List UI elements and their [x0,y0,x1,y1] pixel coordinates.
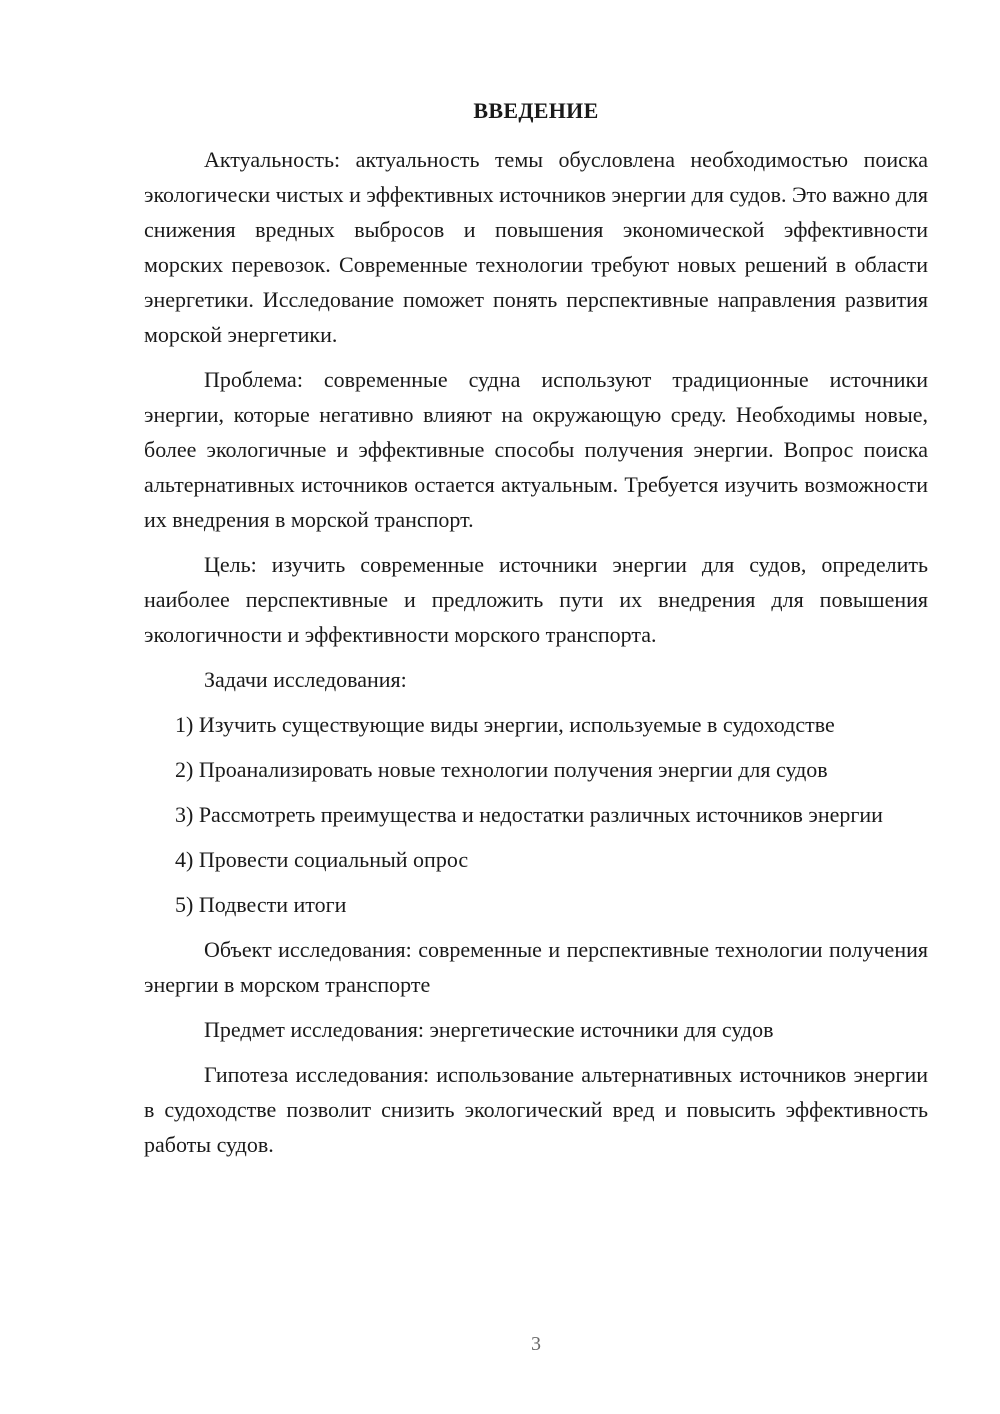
paragraph-problem: Проблема: современные судна используют традиционные источники энергии, которые негативно влияют на окружающую среду. Необходимы новые, более экологичные и эффективные способы получения энергии. Вопрос поиска альтернативных источников остается актуальным. Требуется изучить возможности их внедрения в морской транспорт. [144,367,928,532]
paragraph-subject: Предмет исследования: энергетические источники для судов [204,1017,774,1042]
list-item: 5) Подвести итоги [175,892,347,917]
list-item: 3) Рассмотреть преимущества и недостатки различных источников энергии [175,802,883,827]
paragraph-hypothesis: Гипотеза исследования: использование альтернативных источников энергии в судоходстве позволит снизить экологический вред и повысить эффективность работы судов. [144,1062,928,1157]
list-item: 4) Провести социальный опрос [175,847,469,872]
document-body [144,142,928,1172]
paragraph-goal: Цель: изучить современные источники энергии для судов, определить наиболее перспективные и предложить пути их внедрения для повышения экологичности и эффективности морского транспорта. [144,552,928,647]
tasks-list [144,707,928,922]
paragraph-object: Объект исследования: современные и перспективные технологии получения энергии в морском транспорте [144,937,928,997]
tasks-heading: Задачи исследования: [204,667,407,692]
paragraph-relevance: Актуальность: актуальность темы обусловлена необходимостью поиска экологически чистых и эффективных источников энергии для судов. Это важно для снижения вредных выбросов и повышения экономической эффективности морских перевозок. Современные технологии требуют новых решений в области энергетики. Исследование поможет понять перспективные направления развития морской энергетики. [144,147,928,347]
list-item: 2) Проанализировать новые технологии получения энергии для судов [175,757,828,782]
page-number: 3 [531,1333,541,1355]
page-title: ВВЕДЕНИЕ [473,98,599,123]
list-item: 1) Изучить существующие виды энергии, используемые в судоходстве [175,712,835,737]
